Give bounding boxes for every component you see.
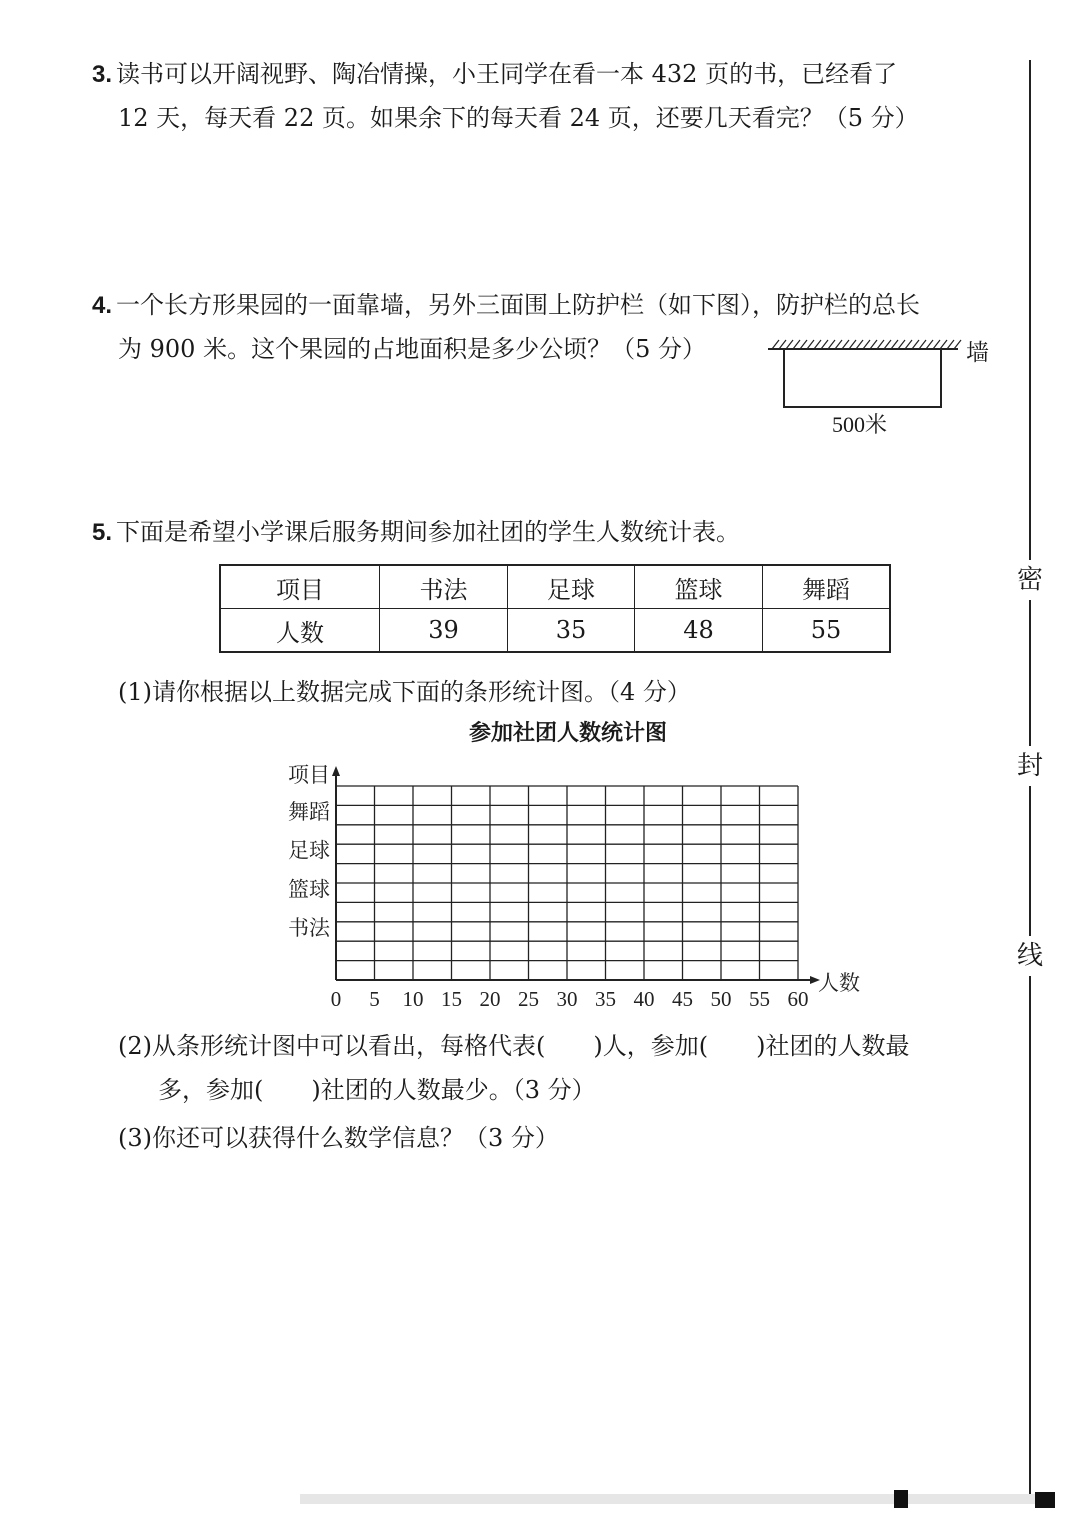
table-cell: 人数 [220, 609, 380, 653]
seal-char-xian: 线 [1013, 936, 1047, 976]
question-3-line2: 12 天，每天看 22 页。如果余下的每天看 24 页，还要几天看完？（5 分） [118, 104, 919, 132]
y-category-label: 篮球 [288, 877, 330, 902]
question-5-number: 5. [92, 519, 113, 546]
x-tick-label: 0 [330, 987, 342, 1011]
y-axis-title: 项目 [288, 763, 330, 787]
y-category-label: 舞蹈 [288, 799, 330, 824]
seal-char-mi: 密 [1013, 560, 1047, 600]
y-category-label: 书法 [288, 916, 330, 941]
table-cell: 书法 [380, 565, 508, 609]
table-cell: 舞蹈 [763, 565, 891, 609]
question-5-intro: 下面是希望小学课后服务期间参加社团的学生人数统计表。 [116, 518, 741, 546]
x-tick-label: 20 [479, 987, 501, 1011]
question-3-number: 3. [92, 61, 113, 88]
table-cell: 35 [508, 609, 635, 653]
y-category-label: 足球 [288, 838, 330, 863]
chart-title: 参加社团人数统计图 [468, 721, 667, 746]
table-cell: 48 [635, 609, 763, 653]
seal-char-feng: 封 [1013, 746, 1047, 786]
table-cell: 55 [763, 609, 891, 653]
x-tick-label: 35 [595, 987, 616, 1011]
table-cell: 项目 [220, 565, 380, 609]
x-tick-label: 60 [787, 987, 809, 1011]
x-tick-label: 30 [556, 987, 578, 1011]
part-3: (3)你还可以获得什么数学信息？（3 分） [118, 1124, 559, 1152]
part-2-line1: (2)从条形统计图中可以看出，每格代表( )人，参加( )社团的人数最 [118, 1032, 910, 1060]
question-3-line1: 读书可以开阔视野、陶冶情操，小王同学在看一本 432 页的书，已经看了 [116, 60, 898, 88]
question-4-number: 4. [92, 292, 113, 319]
y-axis-arrow-icon [332, 766, 340, 776]
wall-label: 墙 [966, 340, 989, 366]
x-tick-label: 40 [633, 987, 655, 1011]
x-tick-label: 5 [369, 987, 380, 1011]
x-tick-label: 55 [749, 987, 770, 1011]
part-2-line2: 多，参加( )社团的人数最少。（3 分） [158, 1076, 596, 1104]
x-axis-title: 人数 [818, 971, 860, 995]
x-tick-label: 15 [441, 987, 462, 1011]
x-tick-label: 10 [402, 987, 424, 1011]
x-tick-label: 50 [710, 987, 732, 1011]
scan-bar [300, 1490, 1060, 1508]
length-label: 500米 [832, 412, 888, 437]
part-1: (1)请你根据以上数据完成下面的条形统计图。（4 分） [118, 678, 691, 706]
question-4-line2: 为 900 米。这个果园的占地面积是多少公顷？（5 分） [118, 335, 706, 363]
x-tick-label: 25 [518, 987, 539, 1011]
question-4-line1: 一个长方形果园的一面靠墙，另外三面围上防护栏（如下图），防护栏的总长 [116, 291, 921, 319]
table-cell: 足球 [508, 565, 635, 609]
x-tick-label: 45 [672, 987, 693, 1011]
table-cell: 39 [380, 609, 508, 653]
table-cell: 篮球 [635, 565, 763, 609]
